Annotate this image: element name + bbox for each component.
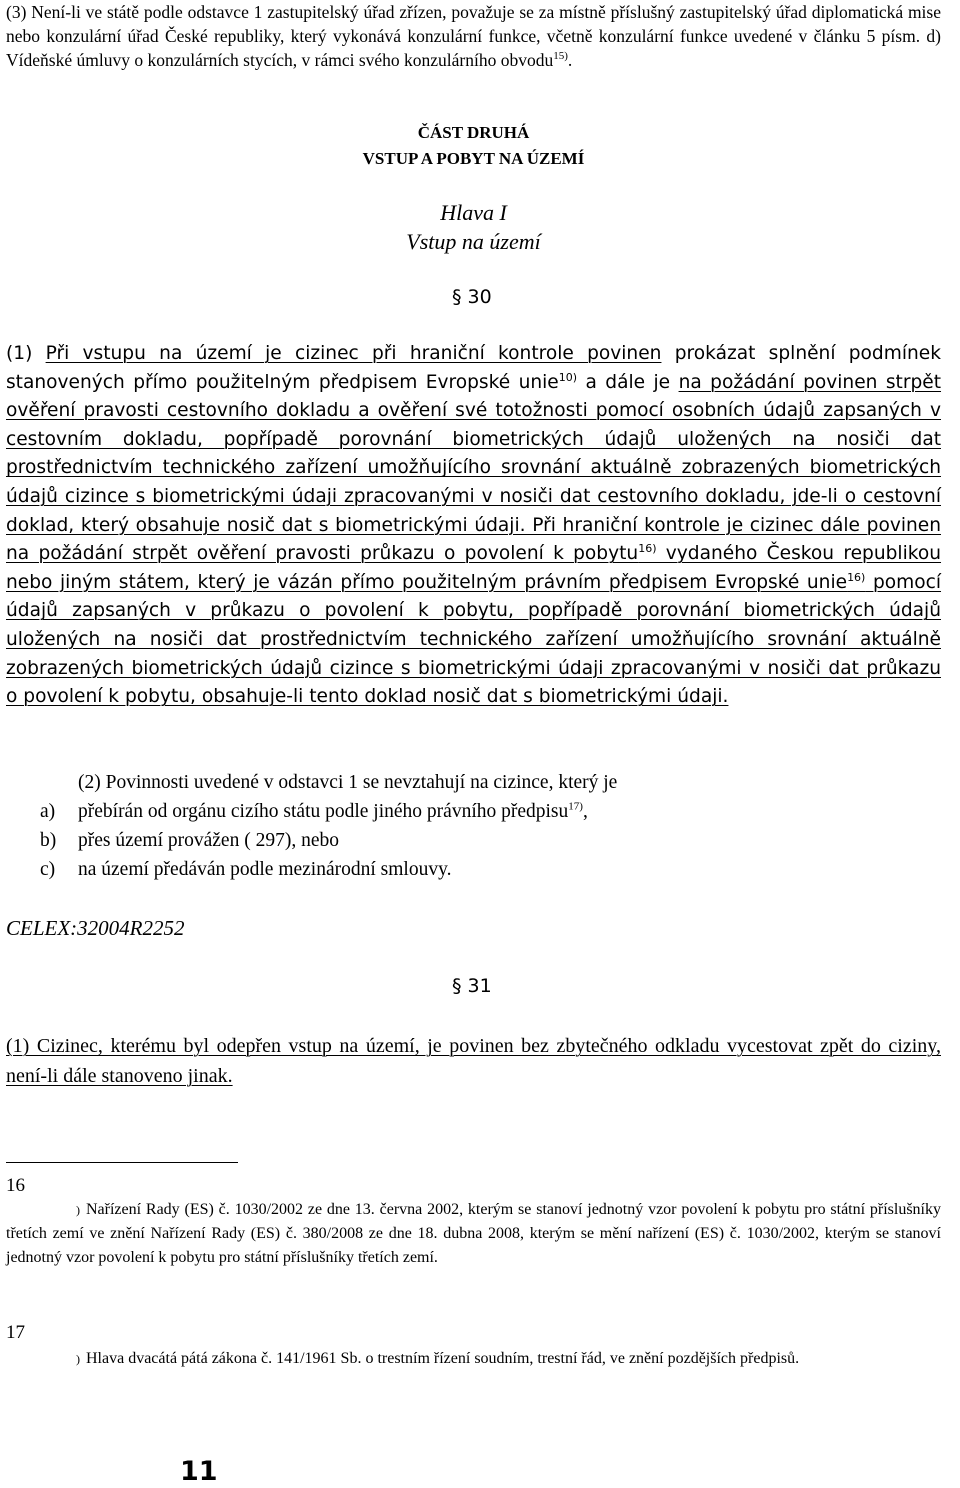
item-text: na území předáván podle mezinárodní smlouvy. [78,859,452,880]
item-text: přes území provážen ( [78,830,251,851]
list-text [78,797,588,826]
list-marker: c) [40,859,56,880]
list-item [6,826,941,855]
section-30-paragraph-1 [6,340,941,712]
footnote-17-number: 17 [6,1322,25,1343]
chapter-subtitle: Vstup na území [406,229,541,254]
footnote-ref[interactable]: 10) [558,370,578,384]
intro-paragraph [6,0,941,72]
amended-text: Při vstupu na území je cizinec při hraniční kontrole povinen [45,343,662,364]
list-item [6,797,941,826]
footnote-mark: ) [76,1203,80,1217]
chapter-title: Hlava I [440,200,507,225]
page-number: 11 [180,1456,218,1487]
part-title: ČÁST DRUHÁ [417,123,530,142]
footnote-16-number: 16 [6,1175,25,1196]
item-tail: 297), nebo [250,830,339,851]
footnote-text: Hlava dvacátá pátá zákona č. 141/1961 Sb. o trestním řízení soudním, trestní řád, ve znění pozdějších předpisů. [86,1350,800,1367]
footnote-ref[interactable]: 17) [568,800,583,813]
section-sign: § [452,286,462,308]
footnote-text: Nařízení Rady (ES) č. 1030/2002 ze dne 13. června 2002, kterým se stanoví jednotný vzor povolení k pobytu pro státní příslušníky třetích zemí ve znění Nařízení Rady (ES) č. 380/2008 ze dne 18. dubna 2008, kterým se mění nařízení (ES) č. 1030/2002, kterým se stanoví jednotný vzor povolení k pobytu pro státní příslušníky třetích zemí. [6,1201,941,1266]
paragraph-text: a dále je [577,371,679,393]
list-item [6,855,941,884]
section-number: 31 [467,975,492,997]
section-31-paragraph-1 [6,1031,941,1091]
section-30-paragraph-2 [6,768,941,884]
list-marker: a) [40,801,56,822]
section-31-heading [452,975,492,997]
item-text: přebírán od orgánu cizího státu podle jiného právního předpisu [78,801,569,822]
list-text [78,855,451,884]
list-text [78,826,339,855]
footnote-separator [6,1162,238,1163]
intro-text: (3) Není-li ve státě podle odstavce 1 zastupitelský úřad zřízen, považuje se za místně příslušný zastupitelský úřad diplomatická mise nebo konzulární úřad České republiky, který vykonává konzulární funkce, včetně konzulární funkce uvedené v článku 5 písm. d) Vídeňské úmluvy o konzulárních stycích, v rámci svého konzulárního obvodu [6,2,941,70]
footnote-ref[interactable]: 16) [638,541,657,555]
section-number: 30 [467,286,492,308]
intro-end: . [567,50,573,70]
part-heading [6,120,941,172]
paragraph-number: (1) [6,343,46,364]
amended-text: vydaného Českou republikou nebo jiným státem, který je vázán přímo použitelným právním předpisem Evropské unie [6,543,942,593]
intro-footnote-ref[interactable]: 15) [553,50,568,63]
footnote-16 [6,1198,941,1270]
amended-text: (1) Cizinec, kterému byl odepřen vstup na území, je povinen bez zbytečného odkladu vycestovat zpět do ciziny, není-li dále stanoveno jinak. [6,1035,941,1087]
amended-text: na požádání povinen strpět ověření pravosti cestovního dokladu a ověření své totožnosti pomocí osobních údajů zapsaných v cestovním dokladu, popřípadě porovnání biometrických údajů uložených na nosiči dat prostřednictvím technického zařízení umožňujícího srovnání aktuálně zobrazených biometrických údajů cizince s biometrickými údaji zpracovanými v nosiči dat cestovního dokladu, jde-li o cestovní doklad, který obsahuje nosič dat s biometrickými údaji. Při hraniční kontrole je cizinec dále povinen na požádání strpět ověření pravosti průkazu o povolení k pobytu [6,371,942,565]
part-subtitle: VSTUP A POBYT NA ÚZEMÍ [362,149,585,168]
footnote-17 [6,1347,941,1371]
list-marker: b) [40,830,57,851]
footnote-mark: ) [76,1352,80,1366]
footnote-ref[interactable]: 16) [847,570,866,584]
item-tail: , [582,801,588,822]
amended-text: pomocí údajů zapsaných v průkazu o povolení k pobytu, popřípadě porovnání biometrických údajů uložených na nosiči dat prostřednictvím technického zařízení umožňujícího srovnání aktuálně zobrazených biometrických údajů cizince s biometrickými údaji zpracovanými v nosiči dat průkazu o povolení k pobytu, obsahuje-li tento doklad nosič dat s biometrickými údaji. [6,571,942,708]
section-sign: § [452,975,462,997]
celex-reference: CELEX:32004R2252 [6,916,185,940]
paragraph-text: prokázat splnění podmínek stanovených přímo použitelným předpisem Evropské unie [6,343,941,393]
paragraph-lead: (2) Povinnosti uvedené v odstavci 1 se nevztahují na cizince, který je [78,772,618,793]
chapter-heading [6,198,941,256]
section-30-heading [452,286,492,308]
